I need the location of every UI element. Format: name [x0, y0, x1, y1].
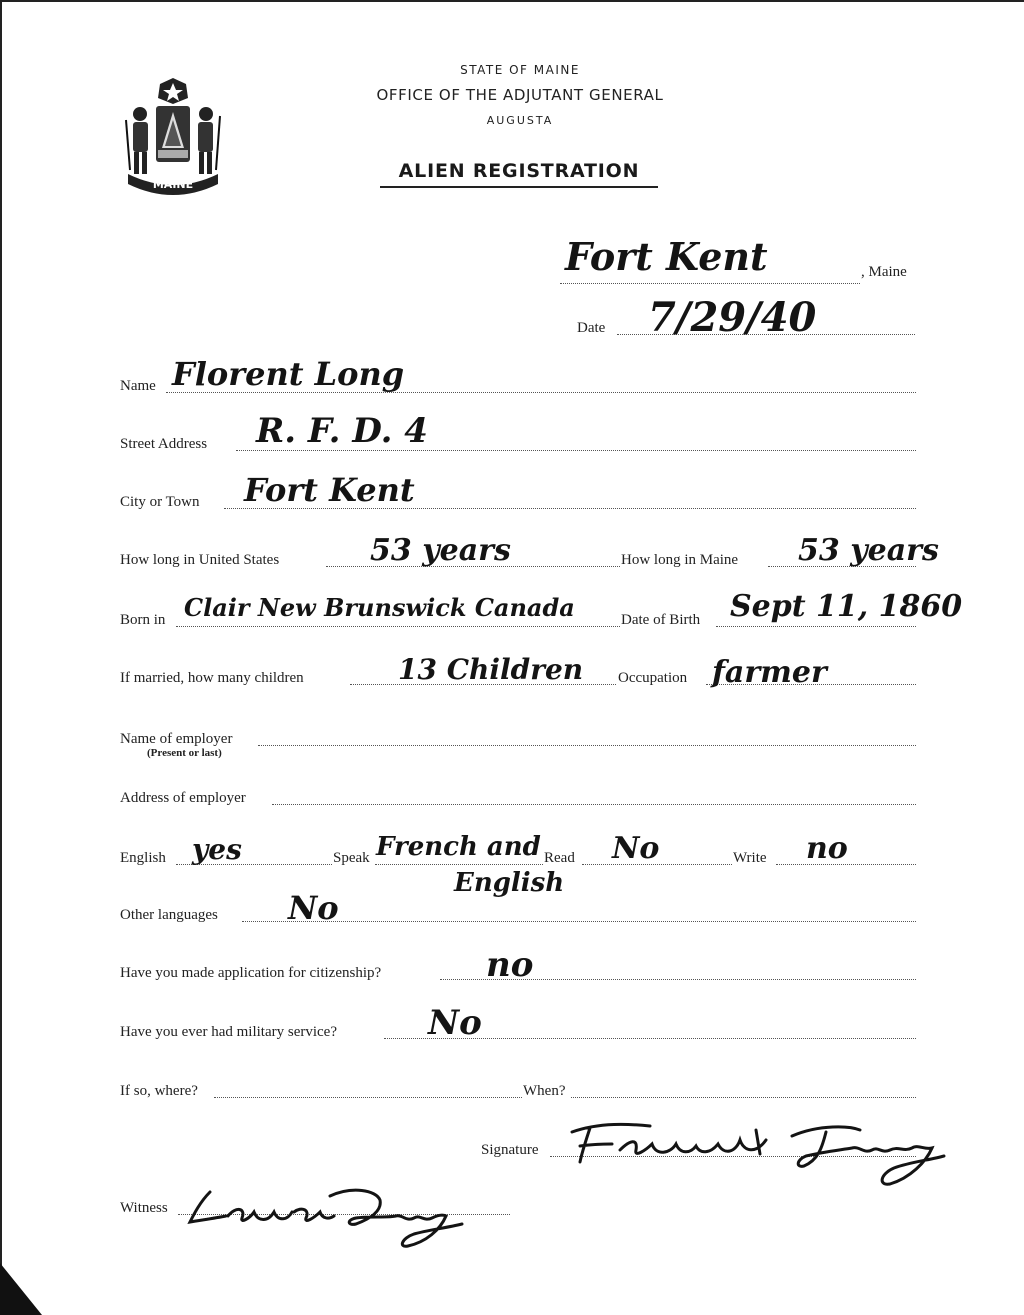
form-title: ALIEN REGISTRATION	[380, 160, 658, 188]
other-languages-value: No	[288, 889, 339, 927]
other-languages-label: Other languages	[120, 907, 218, 923]
signature-label: Signature	[481, 1142, 539, 1158]
military-label: Have you ever had military service?	[120, 1024, 337, 1040]
where-label: If so, where?	[120, 1083, 198, 1099]
date-label: Date	[577, 320, 606, 336]
state-seal-logo	[120, 74, 226, 198]
witness-handwriting	[180, 1178, 470, 1250]
speak-value-line2: English	[454, 868, 565, 898]
place-line	[560, 283, 860, 284]
occupation-value: farmer	[712, 655, 827, 690]
city-value: Fort Kent	[244, 471, 415, 509]
how-long-maine-value: 53 years	[798, 533, 939, 568]
citizenship-label: Have you made application for citizenship?	[120, 965, 382, 981]
date-of-birth-label: Date of Birth	[621, 612, 701, 628]
when-line	[571, 1097, 916, 1098]
place-suffix: , Maine	[861, 264, 907, 280]
date-value: 7/29/40	[648, 294, 817, 341]
born-in-label: Born in	[120, 612, 166, 628]
date-of-birth-value: Sept 11, 1860	[730, 589, 963, 624]
header-state: STATE OF MAINE	[460, 63, 580, 77]
born-in-line	[176, 626, 620, 627]
english-value: yes	[192, 833, 242, 866]
military-value: No	[428, 1003, 482, 1043]
speak-value: French and	[376, 832, 541, 862]
citizenship-value: no	[486, 945, 534, 985]
employer-name-sublabel: (Present or last)	[147, 747, 222, 759]
write-label: Write	[733, 850, 767, 866]
how-long-maine-label: How long in Maine	[621, 552, 739, 568]
children-label: If married, how many children	[120, 670, 304, 686]
born-in-value: Clair New Brunswick Canada	[184, 593, 575, 622]
how-long-us-value: 53 years	[370, 533, 511, 568]
english-label: English	[120, 850, 166, 866]
date-of-birth-line	[716, 626, 916, 627]
employer-name-line	[258, 745, 916, 746]
when-label: When?	[523, 1083, 566, 1099]
city-label: City or Town	[120, 494, 200, 510]
employer-name-label: Name of employer	[120, 731, 233, 747]
occupation-label: Occupation	[618, 670, 688, 686]
witness-label: Witness	[120, 1200, 168, 1216]
read-value: No	[612, 831, 660, 866]
employer-address-label: Address of employer	[120, 790, 246, 806]
employer-address-line	[272, 804, 916, 805]
name-value: Florent Long	[172, 355, 405, 393]
speak-line	[375, 864, 543, 865]
signature-handwriting	[560, 1110, 950, 1190]
corner-tab	[0, 1263, 42, 1315]
how-long-us-label: How long in United States	[120, 552, 280, 568]
street-address-value: R. F. D. 4	[256, 411, 428, 451]
write-value: no	[806, 831, 848, 866]
name-label: Name	[120, 378, 156, 394]
read-label: Read	[544, 850, 575, 866]
header-office: OFFICE OF THE ADJUTANT GENERAL	[376, 86, 664, 104]
other-languages-line	[242, 921, 916, 922]
place-value: Fort Kent	[565, 234, 768, 279]
seal-banner-text: MAINE	[152, 178, 194, 191]
header-city: AUGUSTA	[486, 114, 554, 127]
speak-label: Speak	[333, 850, 370, 866]
street-address-label: Street Address	[120, 436, 208, 452]
children-value: 13 Children	[398, 653, 584, 686]
where-line	[214, 1097, 522, 1098]
